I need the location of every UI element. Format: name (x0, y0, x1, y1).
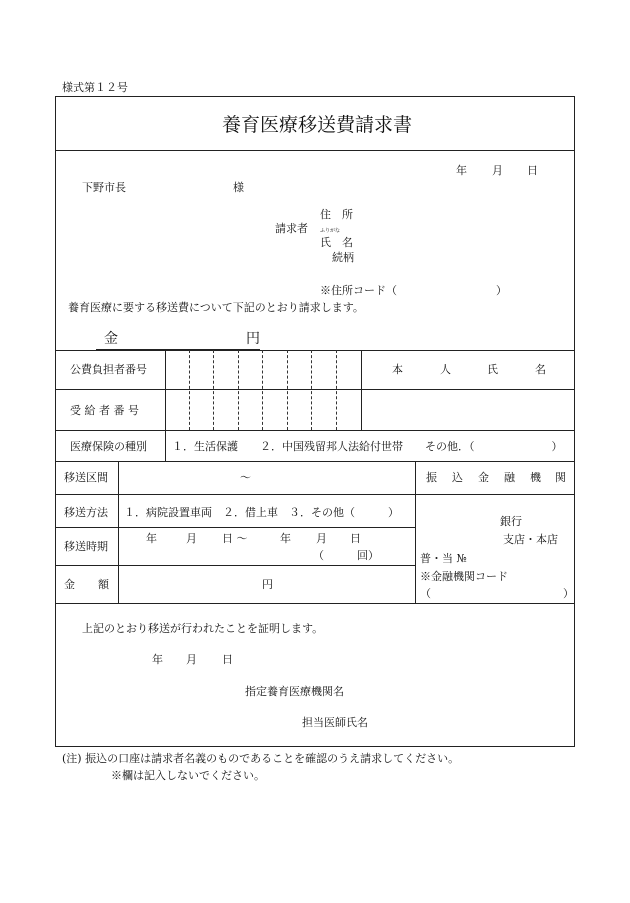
claimant-name-label: 氏 名 (320, 236, 353, 249)
bank-header-3: 金 (478, 471, 489, 484)
amount-prefix: 金 (104, 331, 118, 347)
digit-divider-1 (189, 350, 190, 430)
claimant-furigana: ふりがな (320, 228, 341, 234)
bank-account-label: 普・当 № (420, 552, 467, 565)
addressee-name: 下野市長 (82, 181, 126, 194)
certification-year: 年 (152, 653, 163, 666)
title-divider (55, 150, 575, 151)
method-value: １．病院設置車両 ２．借上車 ３．その他（ ） (124, 506, 399, 519)
bank-name-label: 銀行 (500, 515, 522, 528)
form-number: 様式第１２号 (62, 81, 128, 94)
doctor-label: 担当医師氏名 (302, 716, 368, 729)
bank-header-1: 振 (426, 471, 437, 484)
period-start-month: 月 (186, 532, 197, 545)
table2-label-divider (118, 461, 119, 603)
digit-divider-6 (311, 350, 312, 430)
table1-row1-line (55, 389, 575, 390)
insurance-options: １．生活保護 ２．中国残留邦人法給付世帯 その他．（ ） (172, 440, 563, 453)
person-name-header-4: 名 (535, 363, 546, 376)
amount-suffix: 円 (246, 331, 260, 347)
institution-label: 指定養育医療機関名 (245, 685, 344, 698)
period-end-month: 月 (316, 532, 327, 545)
date-year: 年 (456, 164, 467, 177)
table2-bank-divider (415, 461, 416, 603)
public-payer-label: 公費負担者番号 (70, 363, 147, 376)
period-label: 移送時期 (64, 540, 108, 553)
request-text: 養育医療に要する移送費について下記のとおり請求します。 (68, 301, 364, 314)
note-2: ※欄は記入しないでください。 (111, 769, 265, 782)
route-value: ～ (240, 471, 251, 484)
table1-label-divider (165, 350, 166, 461)
table2-row3-line (55, 565, 415, 566)
table1-row2-line (55, 430, 575, 431)
addressee-honorific: 様 (233, 181, 244, 194)
bank-branch-label: 支店・本店 (503, 533, 558, 546)
address-code: ※住所コード（ ） (320, 284, 507, 297)
method-label: 移送方法 (64, 506, 108, 519)
table2-bottom-line (55, 603, 575, 604)
amount-label-1: 金 (64, 578, 75, 591)
date-day: 日 (527, 164, 538, 177)
period-end-year: 年 (280, 532, 291, 545)
form-title: 養育医療移送費請求書 (222, 114, 413, 136)
period-count: （ 回） (313, 549, 379, 562)
amount-unit: 円 (262, 578, 273, 591)
claimant-address-label: 住 所 (320, 208, 353, 221)
table2-row2-line (55, 527, 415, 528)
route-label: 移送区間 (64, 471, 108, 484)
period-start-year: 年 (146, 532, 157, 545)
table1-bottom-line (55, 461, 575, 462)
digit-divider-2 (213, 350, 214, 430)
certification-month: 月 (186, 653, 197, 666)
person-name-header-1: 本 (392, 363, 403, 376)
table1-name-divider (361, 350, 362, 430)
insurance-label: 医療保険の種別 (70, 440, 147, 453)
digit-divider-4 (262, 350, 263, 430)
bank-header-5: 機 (530, 471, 541, 484)
bank-header-6: 関 (555, 471, 566, 484)
certification-text: 上記のとおり移送が行われたことを証明します。 (82, 622, 324, 635)
digit-divider-5 (287, 350, 288, 430)
note-1: (注) 振込の口座は請求者名義のものであることを確認のうえ請求してください。 (62, 752, 460, 765)
period-end-day: 日 (350, 532, 361, 545)
claimant-relation-label: 続柄 (332, 251, 354, 264)
bank-code-field: （ ） (420, 587, 574, 600)
certification-day: 日 (222, 653, 233, 666)
bank-code-label: ※金融機関コード (420, 570, 508, 583)
person-name-header-3: 氏 (487, 363, 498, 376)
table1-top-line (55, 350, 575, 351)
digit-divider-7 (336, 350, 337, 430)
claimant-label: 請求者 (275, 222, 308, 235)
date-month: 月 (492, 164, 503, 177)
bank-header-2: 込 (452, 471, 463, 484)
amount-label-2: 額 (98, 578, 109, 591)
period-start-day: 日 〜 (222, 532, 248, 545)
person-name-header-2: 人 (440, 363, 451, 376)
bank-header-4: 融 (504, 471, 515, 484)
table2-row1-line (55, 494, 575, 495)
form-frame (55, 96, 575, 747)
digit-divider-3 (238, 350, 239, 430)
recipient-label: 受 給 者 番 号 (70, 404, 139, 417)
